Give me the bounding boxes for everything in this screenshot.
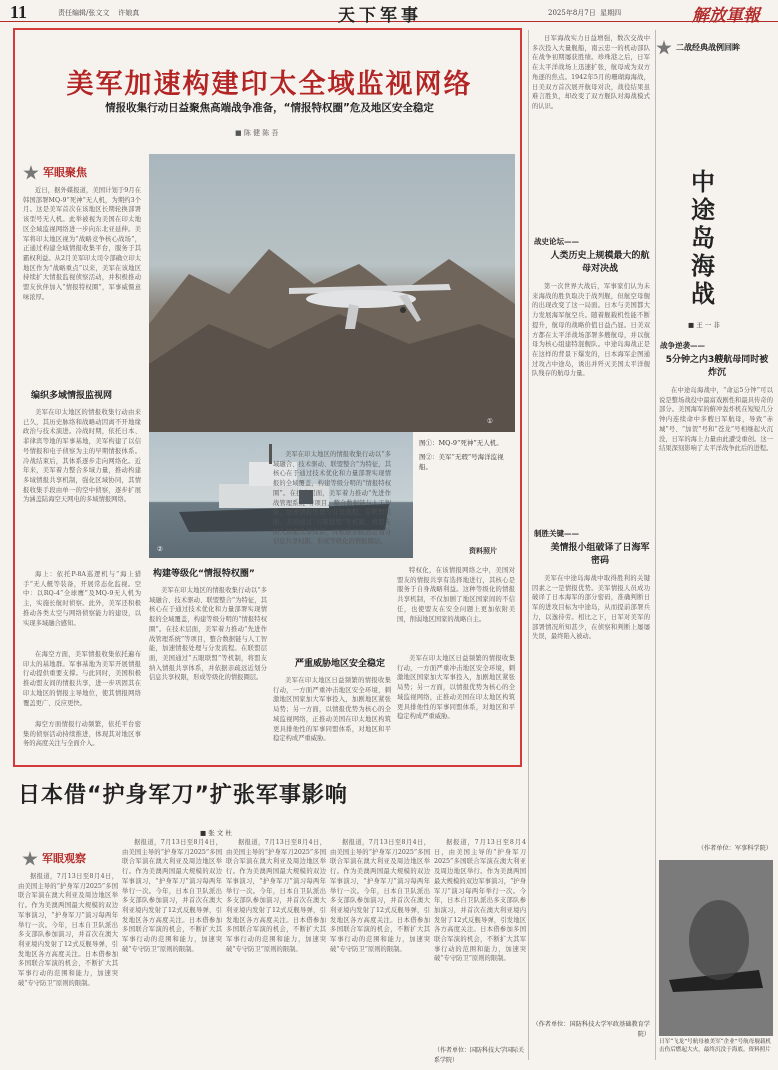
right-column-label: 二战经典战例回眸: [656, 40, 740, 56]
lead-col1-body-4: 海空方面情报行动频繁，依托平台密集的侦察活动持续推进，体现其对地区事务的高度关注与全面介入。: [23, 721, 141, 748]
mountain-drone-illustration: [149, 154, 515, 432]
middle-kicker-1: 战史论坛——: [534, 237, 579, 246]
lead-col3-body-2: 美军在印太地区日益频繁的情报收集行动，一方面严重冲击地区安全环境，刺激地区国家加大军事投入，加剧地区紧张局势；另一方面，以情报优势为核心的全域监视网络，正推动美国在印太地区构筑更具排他性的军事同盟体系，对地区和平稳定构成严重威胁。: [273, 677, 391, 743]
lead-subhead-3: 严重威胁地区安全稳定: [295, 659, 386, 669]
mq9-drone-photo: [149, 154, 515, 432]
dateline: 2025年8月7日 星期四: [548, 9, 622, 17]
lead-subtitle: 情报收集行动日益聚焦高端战争准备，“情报特权圈”危及地区安全稳定: [105, 102, 434, 114]
star-icon: [656, 40, 672, 56]
lead-subhead-1: 编织多域情报监视网: [31, 391, 113, 401]
right-photo-caption: 日军“飞龙”号航母被美军“企业”号航母舰载机击伤后燃起大火，最终沉没于海底。资料照片: [659, 1039, 772, 1053]
photo-caption-1: 图①：MQ-9“死神”无人机。: [419, 439, 503, 447]
right-byline: ■ 王 一 非: [688, 321, 720, 329]
lead-article-box: [13, 28, 522, 767]
photo-number-2: ②: [157, 545, 163, 553]
newspaper-logo: 解放軍報: [692, 6, 760, 26]
lead-headline: 美军加速构建印太全域监视网络: [66, 69, 473, 100]
bottom-headline: 日本借“护身军刀”扩张军事影响: [18, 783, 348, 808]
section-label-junyan-guancha: 军眼观察: [22, 850, 86, 867]
lead-subhead-2: 构建等级化“情报特权圈”: [153, 569, 255, 579]
lead-byline: ■ 陈 健 陈 吾: [235, 129, 279, 137]
bottom-col5: 据报道，7月13日至8月4日，由美国主导的“护身军刀2025”多国联合军演在澳大利亚及周边地区举行。作为美澳两国最大规模的双边军事演习，“护身军刀”演习每两年举行一次。今年，日本自卫队派出多支部队参加演习，并首次在澳大利亚境内发射了12式反舰导弹，引发地区各方高度关注。日本借参加多国联合军演的机会，不断扩大其军事行动的范围和能力，加速突破“专守防卫”原则的限制。: [434, 839, 526, 963]
middle-body-3: 美军在中途岛海战中取得胜利的关键因素之一是情报优势。美军情报人员成功破译了日本海军的部分密码，准确判断日军的进攻目标为中途岛，从而提前部署兵力，以逸待劳。相比之下，日军对美军的部署情况所知甚少，在侦察和判断上屡屡失误，最终陷入被动。: [532, 575, 650, 641]
burning-carrier-photo: [659, 860, 773, 1036]
column-divider: [528, 30, 529, 1060]
lead-col4-body: 美军在印太地区日益频繁的情报收集行动，一方面严重冲击地区安全环境，刺激地区国家加大军事投入，加剧地区紧张局势；另一方面，以情报优势为核心的全域监视网络，正推动美国在印太地区构筑更具排他性的军事同盟体系，对地区和平稳定构成严重威胁。: [397, 655, 515, 721]
right-author-note: （作者单位：军事科学院）: [697, 845, 772, 852]
lead-col3-body: 特权化，在该情报网络之中，美国对盟友的情报共享有选择地进行，其核心是服务于自身战略利益。这种等级化的情报共享机制，不仅加剧了地区国家间的不信任，也使盟友在安全问题上更加依附美国，削弱地区国家的战略自主。: [397, 567, 515, 623]
page-masthead: [0, 0, 778, 26]
page-number: 11: [10, 2, 28, 22]
star-icon: [22, 851, 38, 867]
bottom-byline: ■ 张 文 杜: [200, 829, 232, 837]
lead-intro: 近日，据外媒报道，美国计划于9月在韩国部署MQ-9“死神”无人机，为期约3个月。这是美军首次在该地区长期轮换部署该型号无人机。此举被视为美国在印太地区全域监视网络进一步向东北亚延伸。美军将印太地区视为“战略竞争核心战场”，正通过构建全域情报收集平台，服务于其霸权利益。从2月美军印太司令部确立印太地区作为“战略重点”以来，美军在该地区持续扩大情报监视侦察活动，并积极推动盟友伙伴加入“情报特权圈”，军事威慑意味浓厚。: [23, 187, 141, 301]
photo-number-1: ①: [487, 417, 493, 425]
lead-col2b-body: 美军在印太地区的情报收集行动以“多域融合、技术驱动、联盟整合”为特征，其核心在于通过技术优化和力量部署实现情报的全域覆盖，构建等级分明的“情报特权圈”。在技术层面，美军着力推动“先进作战管理系统”等项目，整合数据链与人工智能，加速情报处理与分发流程。在联盟层面，美国通过“五眼联盟”等机制，将盟友纳入情报共享体系，并依据亲疏远近划分信息共享权限，形成等级化的情报圈层。: [273, 451, 391, 546]
lead-col2-body: 美军在印太地区的情报收集行动以“多域融合、技术驱动、联盟整合”为特征，其核心在于通过技术优化和力量部署实现情报的全域覆盖，构建等级分明的“情报特权圈”。在技术层面，美军着力推动“先进作战管理系统”等项目，整合数据链与人工智能，加速情报处理与分发流程。在联盟层面，美国通过“五眼联盟”等机制，将盟友纳入情报共享体系，并依据亲疏远近划分信息共享权限，形成等级化的情报圈层。: [149, 587, 267, 682]
section-title: 天下军事: [338, 6, 422, 26]
middle-kicker-2: 制胜关键——: [534, 529, 579, 538]
bottom-col2: 据报道，7月13日至8月4日，由美国主导的“护身军刀2025”多国联合军演在澳大利亚及周边地区举行。作为美澳两国最大规模的双边军事演习，“护身军刀”演习每两年举行一次。今年，日本自卫队派出多支部队参加演习，并首次在澳大利亚境内发射了12式反舰导弹，引发地区各方高度关注。日本借参加多国联合军演的机会，不断扩大其军事行动的范围和能力，加速突破“专守防卫”原则的限制。: [122, 839, 222, 953]
editors-line: 责任编辑/张文文 许娘真: [58, 9, 140, 17]
section-label-junyan-jujiao: 军眼聚焦: [23, 164, 87, 181]
right-body: 在中途岛海战中，“命运5分钟”可以说是整场战役中最富戏剧性和最具传奇的部分。美国海军的俯冲轰炸机在短短几分钟内连续命中多艘日军航母，导致“赤城”号、“加贺”号和“苍龙”号相继起火沉没，日军的海上力量由此遭受重创。这一结果深刻影响了太平洋战争此后的进程。: [659, 387, 773, 453]
lead-col1-body-3: 在海空方面，美军情报收集依托遍布印太的基地群。军事基地为美军开展情报行动提供重要支撑。与此同时，美国积极推动盟友间的情报共享，进一步巩固其在印太地区的情报主导地位，使其情报网络覆盖更广、反应更快。: [23, 651, 141, 707]
lead-col1-body: 美军在印太地区的情报收集行动由来已久，其历史脉络和战略动因离不开地缘政治与技术演进。冷战时期，依托日本、菲律宾等地的军事基地，美军构建了以信号情报和电子侦察为主的早期情报体系。冷战结束后，其体系逐步走向网络化。近年来，美军着力整合多域力量，推动构建多域情报共享机制，强化区域协同，其情报收集手段由单一的空中侦察，逐步扩展为涵盖陆海空天网电的多域情报网络。: [23, 409, 141, 504]
right-subhead: 5分钟之内3艘航母同时被炸沉: [665, 355, 769, 378]
bottom-col4: 据报道，7月13日至8月4日，由美国主导的“护身军刀2025”多国联合军演在澳大利亚及周边地区举行。作为美澳两国最大规模的双边军事演习，“护身军刀”演习每两年举行一次。今年，日本自卫队派出多支部队参加演习，并首次在澳大利亚境内发射了12式反舰导弹，引发地区各方高度关注。日本借参加多国联合军演的机会，不断扩大其军事行动的范围和能力，加速突破“专守防卫”原则的限制。: [330, 839, 430, 953]
lead-col1-body-2: 海上：依托P-8A巡逻机与“海上猎手”无人艇等装备，开展常态化监视。空中：以RQ-4“全球鹰”及MQ-9无人机为主，实施长航时侦察。此外，美军还积极推动各类太空与网络侦察能力的建设，以实现多域融合感知。: [23, 571, 141, 627]
middle-subhead-1: 人类历史上规模最大的航母对决战: [550, 251, 650, 274]
carrier-illustration: [659, 860, 773, 1036]
chapter-title-midway: 中途岛海战: [691, 167, 715, 308]
photo-caption-2: 图②：美军“无瑕”号海洋监视船。: [419, 453, 504, 471]
star-icon: [23, 165, 39, 181]
middle-author-note: （作者单位：国防科技大学军政基础教育学院）: [532, 1021, 650, 1038]
bottom-col3: 据报道，7月13日至8月4日，由美国主导的“护身军刀2025”多国联合军演在澳大利亚及周边地区举行。作为美澳两国最大规模的双边军事演习，“护身军刀”演习每两年举行一次。今年，日本自卫队派出多支部队参加演习，并首次在澳大利亚境内发射了12式反舰导弹，引发地区各方高度关注。日本借参加多国联合军演的机会，不断扩大其军事行动的范围和能力，加速突破“专守防卫”原则的限制。: [226, 839, 326, 953]
column-divider-2: [655, 30, 656, 1060]
right-kicker: 战争逆袭——: [660, 341, 705, 350]
bottom-col1: 据报道，7月13日至8月4日，由美国主导的“护身军刀2025”多国联合军演在澳大利亚及周边地区举行。作为美澳两国最大规模的双边军事演习，“护身军刀”演习每两年举行一次。今年，日本自卫队派出多支部队参加演习，并首次在澳大利亚境内发射了12式反舰导弹，引发地区各方高度关注。日本借参加多国联合军演的机会，不断扩大其军事行动的范围和能力，加速突破“专守防卫”原则的限制。: [18, 873, 118, 987]
bottom-author-note: （作者单位：国防科技大学国际关系学院）: [434, 1047, 525, 1064]
middle-intro: 日军海战实力日益增强，数次交战中多次投入大量舰船，南云忠一的机动部队在战争初期屡获胜绩。珍珠港之后，日军在太平洋战场上迅速扩张，航母成为双方角逐的焦点。1942年5月的珊瑚海海战，日美双方首次展开航母对决，战役结果虽难言胜负，却改变了双方舰队对海战模式的认识。: [532, 35, 650, 110]
photo-credit: 资料照片: [469, 546, 497, 555]
middle-body-2: 第一次世界大战后，军事家们认为未来海战的胜负取决于战列舰，但航空母舰的出现改变了这一局面。日本与美国都大力发展海军航空兵。随着舰载机性能不断提升，航母的战略价值日益凸显。日美双方都在太平洋战场部署多艘航母，并以航母为核心组建特混舰队。中途岛海战正是在这样的背景下爆发的，日本海军企图通过攻占中途岛，诱出并歼灭美国太平洋舰队残存的航母力量。: [532, 283, 650, 378]
middle-subhead-2: 美情报小组破译了日海军密码: [550, 543, 650, 566]
